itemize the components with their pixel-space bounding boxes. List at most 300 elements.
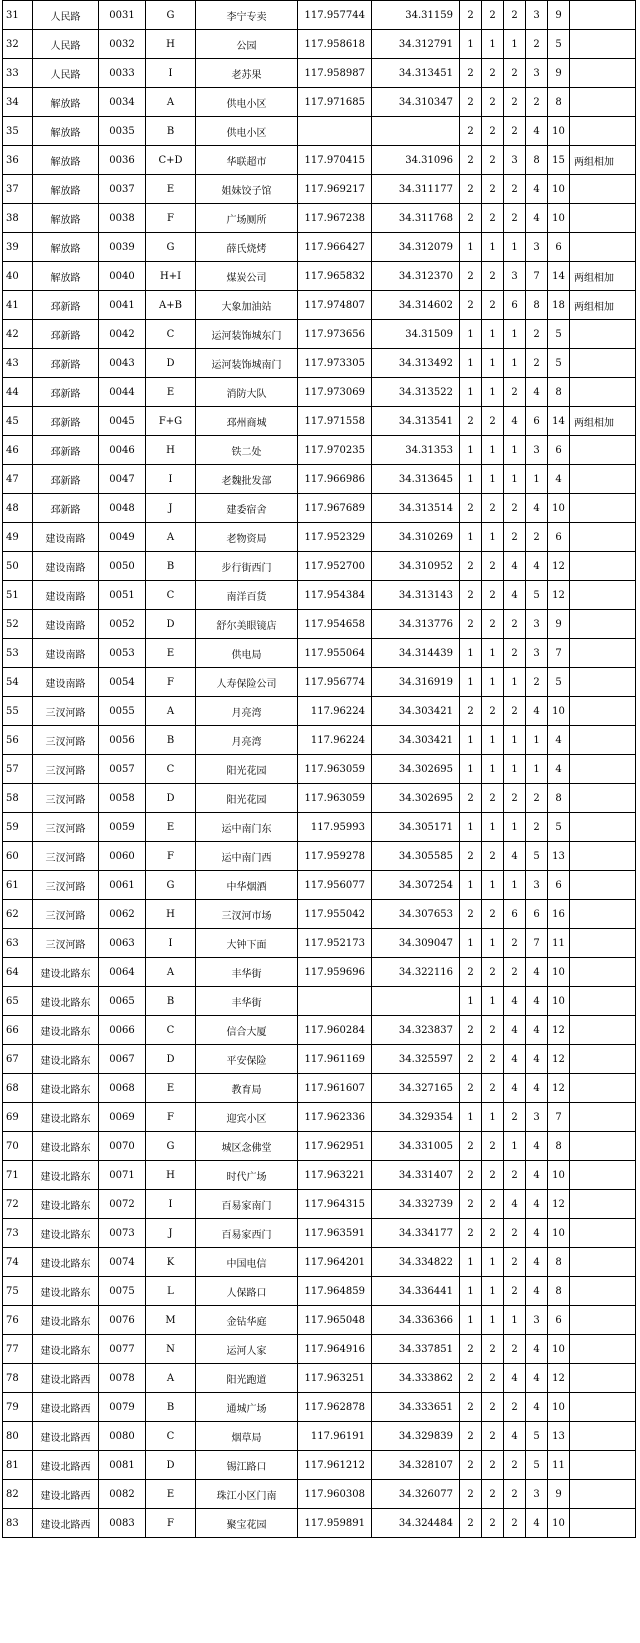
latitude-cell: 34.31096 [372, 146, 460, 175]
road-name-cell: 人民路 [33, 1, 99, 30]
count-b-cell: 2 [482, 204, 504, 233]
longitude-cell: 117.954658 [298, 610, 372, 639]
road-name-cell: 解放路 [33, 233, 99, 262]
road-name-cell: 邳新路 [33, 436, 99, 465]
count-d-cell: 4 [526, 175, 548, 204]
latitude-cell: 34.311177 [372, 175, 460, 204]
row-number-cell: 70 [3, 1132, 33, 1161]
row-number-cell: 81 [3, 1451, 33, 1480]
table-row [3, 1103, 636, 1132]
count-d-cell: 3 [526, 639, 548, 668]
count-a-cell: 2 [460, 175, 482, 204]
station-code-cell: 0054 [99, 668, 146, 697]
location-name-cell: 运河人家 [196, 1335, 298, 1364]
table-row [3, 1, 636, 30]
latitude-cell: 34.331407 [372, 1161, 460, 1190]
station-code-cell: 0062 [99, 900, 146, 929]
longitude-cell: 117.959278 [298, 842, 372, 871]
group-letter-cell: D [146, 610, 196, 639]
table-row [3, 523, 636, 552]
road-name-cell: 建设北路东 [33, 1306, 99, 1335]
road-name-cell: 建设北路西 [33, 1422, 99, 1451]
count-a-cell: 1 [460, 320, 482, 349]
table-row [3, 146, 636, 175]
group-letter-cell: E [146, 1074, 196, 1103]
location-name-cell: 邳州商城 [196, 407, 298, 436]
location-name-cell: 老魏批发部 [196, 465, 298, 494]
table-row [3, 1045, 636, 1074]
note-cell [570, 320, 636, 349]
row-number-cell: 50 [3, 552, 33, 581]
longitude-cell [298, 117, 372, 146]
group-letter-cell: C [146, 1422, 196, 1451]
road-name-cell: 建设北路东 [33, 1248, 99, 1277]
group-letter-cell: F [146, 204, 196, 233]
station-code-cell: 0055 [99, 697, 146, 726]
count-a-cell: 2 [460, 1451, 482, 1480]
count-b-cell: 1 [482, 523, 504, 552]
longitude-cell: 117.961212 [298, 1451, 372, 1480]
row-number-cell: 42 [3, 320, 33, 349]
longitude-cell: 117.973305 [298, 349, 372, 378]
longitude-cell: 117.960284 [298, 1016, 372, 1045]
group-letter-cell: I [146, 929, 196, 958]
road-name-cell: 三汊河路 [33, 813, 99, 842]
count-b-cell: 2 [482, 1219, 504, 1248]
location-name-cell: 大象加油站 [196, 291, 298, 320]
latitude-cell: 34.329839 [372, 1422, 460, 1451]
note-cell [570, 639, 636, 668]
count-d-cell: 8 [526, 291, 548, 320]
count-c-cell: 2 [504, 88, 526, 117]
station-code-cell: 0064 [99, 958, 146, 987]
group-letter-cell: A [146, 697, 196, 726]
latitude-cell: 34.333862 [372, 1364, 460, 1393]
road-name-cell: 建设北路东 [33, 1219, 99, 1248]
row-number-cell: 49 [3, 523, 33, 552]
longitude-cell: 117.963251 [298, 1364, 372, 1393]
station-code-cell: 0073 [99, 1219, 146, 1248]
row-number-cell: 39 [3, 233, 33, 262]
table-row [3, 1248, 636, 1277]
row-number-cell: 43 [3, 349, 33, 378]
station-code-cell: 0066 [99, 1016, 146, 1045]
count-a-cell: 2 [460, 842, 482, 871]
latitude-cell: 34.31509 [372, 320, 460, 349]
location-name-cell: 时代广场 [196, 1161, 298, 1190]
row-number-cell: 83 [3, 1509, 33, 1538]
latitude-cell [372, 117, 460, 146]
count-d-cell: 6 [526, 900, 548, 929]
table-row [3, 1451, 636, 1480]
count-a-cell: 2 [460, 88, 482, 117]
group-letter-cell: F+G [146, 407, 196, 436]
location-name-cell: 百易家南门 [196, 1190, 298, 1219]
station-code-cell: 0078 [99, 1364, 146, 1393]
count-c-cell: 2 [504, 639, 526, 668]
group-letter-cell: G [146, 233, 196, 262]
count-d-cell: 2 [526, 320, 548, 349]
count-d-cell: 3 [526, 1306, 548, 1335]
note-cell [570, 1364, 636, 1393]
note-cell [570, 697, 636, 726]
row-number-cell: 71 [3, 1161, 33, 1190]
latitude-cell: 34.31159 [372, 1, 460, 30]
count-c-cell: 2 [504, 1335, 526, 1364]
note-cell [570, 175, 636, 204]
count-b-cell: 2 [482, 59, 504, 88]
station-code-cell: 0079 [99, 1393, 146, 1422]
location-name-cell: 消防大队 [196, 378, 298, 407]
latitude-cell: 34.312079 [372, 233, 460, 262]
count-d-cell: 4 [526, 958, 548, 987]
count-b-cell: 2 [482, 1480, 504, 1509]
count-a-cell: 1 [460, 1248, 482, 1277]
total-cell: 4 [548, 726, 570, 755]
count-a-cell: 2 [460, 291, 482, 320]
count-b-cell: 2 [482, 1190, 504, 1219]
latitude-cell: 34.303421 [372, 726, 460, 755]
count-d-cell: 7 [526, 929, 548, 958]
longitude-cell: 117.96224 [298, 697, 372, 726]
longitude-cell: 117.961607 [298, 1074, 372, 1103]
row-number-cell: 40 [3, 262, 33, 291]
total-cell: 10 [548, 1161, 570, 1190]
count-d-cell: 4 [526, 1016, 548, 1045]
station-code-cell: 0060 [99, 842, 146, 871]
latitude-cell: 34.302695 [372, 784, 460, 813]
count-b-cell: 2 [482, 1132, 504, 1161]
location-name-cell: 运中南门东 [196, 813, 298, 842]
count-a-cell: 2 [460, 1364, 482, 1393]
location-name-cell: 金钻华庭 [196, 1306, 298, 1335]
road-name-cell: 三汊河路 [33, 842, 99, 871]
count-c-cell: 2 [504, 59, 526, 88]
note-cell [570, 465, 636, 494]
count-b-cell: 1 [482, 233, 504, 262]
row-number-cell: 44 [3, 378, 33, 407]
count-d-cell: 2 [526, 349, 548, 378]
note-cell [570, 1306, 636, 1335]
row-number-cell: 31 [3, 1, 33, 30]
longitude-cell: 117.966427 [298, 233, 372, 262]
row-number-cell: 78 [3, 1364, 33, 1393]
longitude-cell: 117.952700 [298, 552, 372, 581]
location-name-cell: 丰华街 [196, 958, 298, 987]
latitude-cell: 34.313645 [372, 465, 460, 494]
count-c-cell: 3 [504, 262, 526, 291]
total-cell: 10 [548, 1219, 570, 1248]
total-cell: 4 [548, 465, 570, 494]
note-cell [570, 871, 636, 900]
count-a-cell: 2 [460, 1132, 482, 1161]
note-cell [570, 987, 636, 1016]
road-name-cell: 建设北路东 [33, 1161, 99, 1190]
longitude-cell: 117.967238 [298, 204, 372, 233]
count-a-cell: 1 [460, 436, 482, 465]
count-b-cell: 2 [482, 262, 504, 291]
longitude-cell: 117.955042 [298, 900, 372, 929]
location-name-cell: 教育局 [196, 1074, 298, 1103]
data-table [2, 0, 636, 1538]
count-a-cell: 2 [460, 1016, 482, 1045]
location-name-cell: 公园 [196, 30, 298, 59]
location-name-cell: 中华烟酒 [196, 871, 298, 900]
total-cell: 5 [548, 668, 570, 697]
table-row [3, 436, 636, 465]
station-code-cell: 0050 [99, 552, 146, 581]
count-a-cell: 1 [460, 523, 482, 552]
count-a-cell: 2 [460, 1074, 482, 1103]
note-cell [570, 1, 636, 30]
row-number-cell: 73 [3, 1219, 33, 1248]
total-cell: 10 [548, 1335, 570, 1364]
location-name-cell: 烟草局 [196, 1422, 298, 1451]
longitude-cell: 117.966986 [298, 465, 372, 494]
count-d-cell: 4 [526, 1074, 548, 1103]
table-row [3, 552, 636, 581]
count-b-cell: 2 [482, 88, 504, 117]
station-code-cell: 0036 [99, 146, 146, 175]
road-name-cell: 建设南路 [33, 552, 99, 581]
group-letter-cell: M [146, 1306, 196, 1335]
count-d-cell: 3 [526, 233, 548, 262]
location-name-cell: 煤炭公司 [196, 262, 298, 291]
count-d-cell: 4 [526, 117, 548, 146]
count-d-cell: 5 [526, 842, 548, 871]
count-d-cell: 4 [526, 378, 548, 407]
count-d-cell: 4 [526, 987, 548, 1016]
longitude-cell: 117.963059 [298, 755, 372, 784]
count-a-cell: 2 [460, 407, 482, 436]
road-name-cell: 邳新路 [33, 320, 99, 349]
count-b-cell: 1 [482, 1306, 504, 1335]
group-letter-cell: A [146, 523, 196, 552]
note-cell: 两组相加 [570, 262, 636, 291]
table-row [3, 117, 636, 146]
table-row [3, 465, 636, 494]
count-b-cell: 2 [482, 610, 504, 639]
group-letter-cell: B [146, 1393, 196, 1422]
total-cell: 14 [548, 262, 570, 291]
note-cell [570, 88, 636, 117]
count-d-cell: 4 [526, 1248, 548, 1277]
note-cell [570, 784, 636, 813]
total-cell: 9 [548, 610, 570, 639]
location-name-cell: 中国电信 [196, 1248, 298, 1277]
table-row [3, 581, 636, 610]
count-b-cell: 2 [482, 291, 504, 320]
count-d-cell: 5 [526, 1451, 548, 1480]
count-d-cell: 5 [526, 581, 548, 610]
note-cell [570, 1480, 636, 1509]
table-row [3, 1393, 636, 1422]
total-cell: 12 [548, 581, 570, 610]
count-c-cell: 6 [504, 291, 526, 320]
count-d-cell: 6 [526, 407, 548, 436]
count-c-cell: 2 [504, 1248, 526, 1277]
location-name-cell: 建委宿舍 [196, 494, 298, 523]
count-d-cell: 4 [526, 204, 548, 233]
road-name-cell: 建设北路东 [33, 1132, 99, 1161]
note-cell [570, 755, 636, 784]
row-number-cell: 41 [3, 291, 33, 320]
road-name-cell: 建设北路东 [33, 1016, 99, 1045]
longitude-cell: 117.971685 [298, 88, 372, 117]
longitude-cell: 117.954384 [298, 581, 372, 610]
count-b-cell: 1 [482, 436, 504, 465]
group-letter-cell: I [146, 465, 196, 494]
count-d-cell: 2 [526, 30, 548, 59]
count-a-cell: 2 [460, 1393, 482, 1422]
count-a-cell: 2 [460, 958, 482, 987]
road-name-cell: 三汊河路 [33, 784, 99, 813]
note-cell [570, 1190, 636, 1219]
row-number-cell: 51 [3, 581, 33, 610]
count-a-cell: 2 [460, 59, 482, 88]
station-code-cell: 0035 [99, 117, 146, 146]
latitude-cell: 34.334177 [372, 1219, 460, 1248]
row-number-cell: 67 [3, 1045, 33, 1074]
group-letter-cell: A [146, 958, 196, 987]
row-number-cell: 64 [3, 958, 33, 987]
row-number-cell: 57 [3, 755, 33, 784]
road-name-cell: 建设北路东 [33, 1074, 99, 1103]
latitude-cell: 34.313143 [372, 581, 460, 610]
latitude-cell: 34.303421 [372, 697, 460, 726]
group-letter-cell: E [146, 378, 196, 407]
total-cell: 10 [548, 175, 570, 204]
note-cell [570, 1132, 636, 1161]
note-cell [570, 1509, 636, 1538]
road-name-cell: 建设北路东 [33, 1190, 99, 1219]
longitude-cell: 117.970415 [298, 146, 372, 175]
note-cell [570, 610, 636, 639]
table-row [3, 1016, 636, 1045]
count-a-cell: 2 [460, 1161, 482, 1190]
count-a-cell: 2 [460, 1480, 482, 1509]
count-a-cell: 1 [460, 726, 482, 755]
count-b-cell: 1 [482, 668, 504, 697]
group-letter-cell: L [146, 1277, 196, 1306]
count-a-cell: 2 [460, 204, 482, 233]
latitude-cell: 34.313541 [372, 407, 460, 436]
table-row [3, 726, 636, 755]
road-name-cell: 建设南路 [33, 581, 99, 610]
row-number-cell: 45 [3, 407, 33, 436]
total-cell: 12 [548, 1074, 570, 1103]
location-name-cell: 迎宾小区 [196, 1103, 298, 1132]
longitude-cell: 117.974807 [298, 291, 372, 320]
road-name-cell: 三汊河路 [33, 697, 99, 726]
longitude-cell: 117.963591 [298, 1219, 372, 1248]
total-cell: 8 [548, 88, 570, 117]
total-cell: 16 [548, 900, 570, 929]
total-cell: 14 [548, 407, 570, 436]
latitude-cell: 34.313492 [372, 349, 460, 378]
latitude-cell: 34.310269 [372, 523, 460, 552]
count-c-cell: 1 [504, 349, 526, 378]
count-b-cell: 1 [482, 871, 504, 900]
count-a-cell: 1 [460, 813, 482, 842]
latitude-cell: 34.336366 [372, 1306, 460, 1335]
note-cell [570, 117, 636, 146]
station-code-cell: 0041 [99, 291, 146, 320]
count-c-cell: 2 [504, 523, 526, 552]
count-c-cell: 4 [504, 407, 526, 436]
longitude-cell: 117.955064 [298, 639, 372, 668]
table-row [3, 929, 636, 958]
station-code-cell: 0069 [99, 1103, 146, 1132]
count-d-cell: 7 [526, 262, 548, 291]
count-c-cell: 1 [504, 320, 526, 349]
longitude-cell: 117.964315 [298, 1190, 372, 1219]
count-b-cell: 1 [482, 465, 504, 494]
longitude-cell: 117.971558 [298, 407, 372, 436]
latitude-cell: 34.307653 [372, 900, 460, 929]
longitude-cell: 117.957744 [298, 1, 372, 30]
count-c-cell: 1 [504, 465, 526, 494]
table-row [3, 813, 636, 842]
road-name-cell: 建设北路东 [33, 958, 99, 987]
longitude-cell: 117.970235 [298, 436, 372, 465]
total-cell: 10 [548, 204, 570, 233]
count-b-cell: 1 [482, 987, 504, 1016]
group-letter-cell: B [146, 726, 196, 755]
group-letter-cell: J [146, 494, 196, 523]
location-name-cell: 百易家西门 [196, 1219, 298, 1248]
longitude-cell: 117.958987 [298, 59, 372, 88]
count-b-cell: 2 [482, 784, 504, 813]
count-c-cell: 2 [504, 697, 526, 726]
road-name-cell: 建设北路西 [33, 1364, 99, 1393]
note-cell [570, 1045, 636, 1074]
count-a-cell: 2 [460, 581, 482, 610]
count-d-cell: 2 [526, 784, 548, 813]
total-cell: 10 [548, 1393, 570, 1422]
location-name-cell: 铁二处 [196, 436, 298, 465]
longitude-cell: 117.965048 [298, 1306, 372, 1335]
location-name-cell: 薛氏烧烤 [196, 233, 298, 262]
table-row [3, 1277, 636, 1306]
table-row [3, 1364, 636, 1393]
table-row [3, 175, 636, 204]
latitude-cell: 34.311768 [372, 204, 460, 233]
count-b-cell: 2 [482, 842, 504, 871]
count-b-cell: 2 [482, 1, 504, 30]
row-number-cell: 66 [3, 1016, 33, 1045]
station-code-cell: 0047 [99, 465, 146, 494]
latitude-cell: 34.323837 [372, 1016, 460, 1045]
table-row [3, 784, 636, 813]
table-row [3, 349, 636, 378]
count-c-cell: 1 [504, 813, 526, 842]
table-row [3, 262, 636, 291]
latitude-cell: 34.313522 [372, 378, 460, 407]
station-code-cell: 0045 [99, 407, 146, 436]
count-b-cell: 2 [482, 117, 504, 146]
count-a-cell: 2 [460, 1, 482, 30]
longitude-cell: 117.960308 [298, 1480, 372, 1509]
station-code-cell: 0033 [99, 59, 146, 88]
row-number-cell: 60 [3, 842, 33, 871]
total-cell: 6 [548, 436, 570, 465]
road-name-cell: 解放路 [33, 175, 99, 204]
count-b-cell: 1 [482, 1103, 504, 1132]
row-number-cell: 82 [3, 1480, 33, 1509]
station-code-cell: 0044 [99, 378, 146, 407]
count-a-cell: 2 [460, 610, 482, 639]
